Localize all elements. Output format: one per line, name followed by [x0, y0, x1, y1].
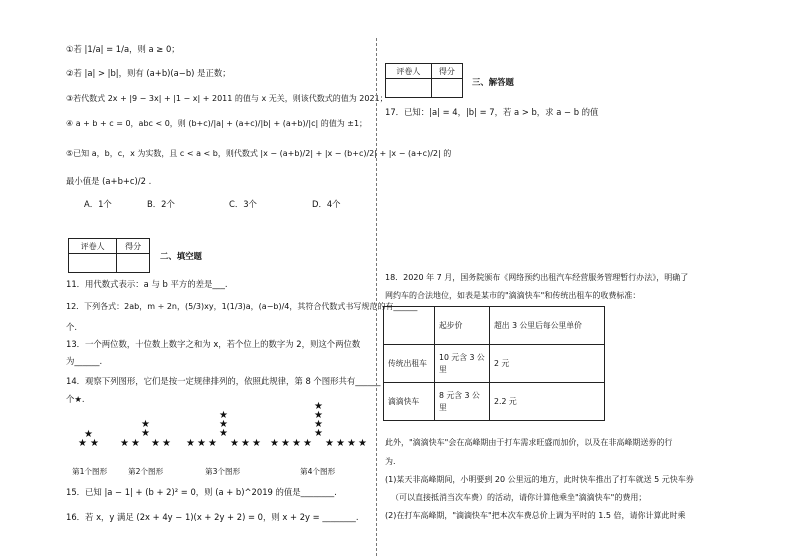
question-16: 16．若 x，y 满足 (2x + 4y − 1)(x + 2y + 2) = 0，则 x + 2y = ________. [66, 512, 359, 522]
fee-table-taxi-extra: 2 元 [490, 345, 605, 383]
question-18-note-cont: 为. [385, 457, 396, 466]
statement-3: ③若代数式 2x + |9 − 3x| + |1 − x| + 2011 的值与 x 无关，则该代数式的值为 2021； [66, 94, 388, 103]
statement-2: ②若 |a| > |b|，则有 (a+b)(a−b) 是正数； [66, 68, 231, 78]
fee-table-row-taxi: 传统出租车 [384, 345, 435, 383]
fee-table-header-start: 起步价 [435, 307, 490, 345]
star-icon: ★ [314, 419, 323, 430]
star-figure-1 [78, 430, 108, 454]
option-b: B．2个 [147, 199, 175, 209]
star-figure-3 [186, 411, 276, 455]
question-18-cont: 网约车的合法地位，如表是某市的"滴滴快车"和传统出租车的收费标准： [385, 291, 641, 300]
star-icon: ★ [314, 401, 323, 412]
option-c: C．3个 [229, 199, 257, 209]
question-14-cont: 个★. [66, 394, 85, 404]
statement-5: ⑤已知 a，b，c，x 为实数，且 c < a < b，则代数式 |x − (a+b)/2| + |x − (b+c)/2| + |x − (a+c)/2| 的 [66, 149, 452, 158]
score-box-grader-cell [69, 254, 117, 273]
question-18-note: 此外，"滴滴快车"会在高峰期由于打车需求旺盛而加价，以及在非高峰期送券的行 [385, 438, 673, 447]
column-divider [376, 38, 377, 556]
star-icon: ★ [241, 438, 250, 449]
fee-table-row-didi: 滴滴快车 [384, 383, 435, 421]
question-14: 14．观察下列图形，它们是按一定规律排列的，依照此规律，第 8 个图形共有______ [66, 376, 381, 386]
fee-table-taxi-start: 10 元含 3 公里 [435, 345, 490, 383]
star-icon: ★ [358, 438, 367, 449]
star-icon: ★ [197, 438, 206, 449]
star-icon: ★ [78, 438, 87, 449]
star-icon: ★ [303, 438, 312, 449]
star-icon: ★ [252, 438, 261, 449]
star-icon: ★ [336, 438, 345, 449]
fee-table-didi-extra: 2.2 元 [490, 383, 605, 421]
statement-5-cont: 最小值是 (a+b+c)/2 . [66, 176, 152, 186]
score-box-score-cell [431, 79, 462, 98]
star-icon: ★ [120, 438, 129, 449]
star-icon: ★ [162, 438, 171, 449]
score-box-grader-label: 评卷人 [69, 239, 117, 254]
fee-table-didi-start: 8 元含 3 公里 [435, 383, 490, 421]
fee-table-corner [384, 307, 435, 345]
question-15: 15．已知 |a − 1| + (b + 2)² = 0，则 (a + b)^2019 的值是________. [66, 487, 337, 497]
fee-table [383, 306, 605, 421]
question-13: 13．一个两位数，十位数上数字之和为 x，若个位上的数字为 2，则这个两位数 [66, 339, 361, 349]
question-18-part-1: (1)某天非高峰期间，小明要到 20 公里远的地方，此时快车推出了打车就送 5 元快车券 [385, 475, 694, 484]
option-d: D．4个 [312, 199, 341, 209]
star-icon: ★ [219, 428, 228, 439]
star-icon: ★ [230, 438, 239, 449]
score-box-right [385, 63, 463, 98]
score-box-left [68, 238, 150, 273]
star-icon: ★ [325, 438, 334, 449]
question-18: 18．2020 年 7 月，国务院颁布《网络预约出租汽车经营服务管理暂行办法》，明确了 [385, 273, 689, 282]
star-icon: ★ [347, 438, 356, 449]
star-icon: ★ [141, 428, 150, 439]
question-12-cont: 个. [66, 322, 78, 332]
star-icon: ★ [84, 429, 93, 440]
question-12: 12．下列各式：2ab，m ÷ 2n，(5/3)xy，1(1/3)a，(a−b)/4，其符合代数式书写规范的有______ [66, 302, 418, 311]
star-icon: ★ [270, 438, 279, 449]
fee-table-header-extra: 超出 3 公里后每公里单价 [490, 307, 605, 345]
star-icon: ★ [219, 419, 228, 430]
star-icon: ★ [131, 438, 140, 449]
question-11: 11．用代数式表示：a 与 b 平方的差是___. [66, 279, 228, 289]
section-two-title: 二、填空题 [160, 251, 202, 261]
star-icon: ★ [314, 410, 323, 421]
star-icon: ★ [141, 419, 150, 430]
statement-1: ①若 |1/a| = 1/a，则 a ≥ 0； [66, 44, 180, 54]
option-a: A．1个 [84, 199, 112, 209]
star-icon: ★ [151, 438, 160, 449]
score-box-grader-cell [386, 79, 432, 98]
question-17: 17．已知：|a| = 4，|b| = 7，若 a > b，求 a − b 的值 [385, 107, 599, 117]
score-box-score-label: 得分 [117, 239, 150, 254]
star-icon: ★ [281, 438, 290, 449]
question-13-cont: 为______. [66, 356, 103, 366]
statement-4: ④ a + b + c = 0，abc < 0，则 (b+c)/|a| + (a+c)/|b| + (a+b)/|c| 的值为 ±1； [66, 119, 368, 128]
question-18-part-2: (2)在打车高峰期，"滴滴快车"把本次车费总价上调为平时的 1.5 倍，请你计算此时乘 [385, 511, 686, 520]
star-icon: ★ [314, 428, 323, 439]
star-icon: ★ [90, 438, 99, 449]
star-icon: ★ [219, 410, 228, 421]
star-icon: ★ [292, 438, 301, 449]
star-figure-4 [270, 402, 370, 456]
figure-label-1: 第1个图形 [72, 467, 108, 476]
star-figure-2 [120, 420, 180, 454]
figure-label-3: 第3个图形 [205, 467, 241, 476]
score-box-score-cell [117, 254, 150, 273]
figure-label-2: 第2个图形 [128, 467, 164, 476]
score-box-score-label: 得分 [431, 64, 462, 79]
star-icon: ★ [186, 438, 195, 449]
star-icon: ★ [208, 438, 217, 449]
section-three-title: 三、解答题 [472, 77, 514, 87]
question-18-part-1-cont: （可以直接抵消当次车费）的活动，请你计算他乘坐"滴滴快车"的费用； [391, 493, 647, 502]
score-box-grader-label: 评卷人 [386, 64, 432, 79]
figure-label-4: 第4个图形 [300, 467, 336, 476]
